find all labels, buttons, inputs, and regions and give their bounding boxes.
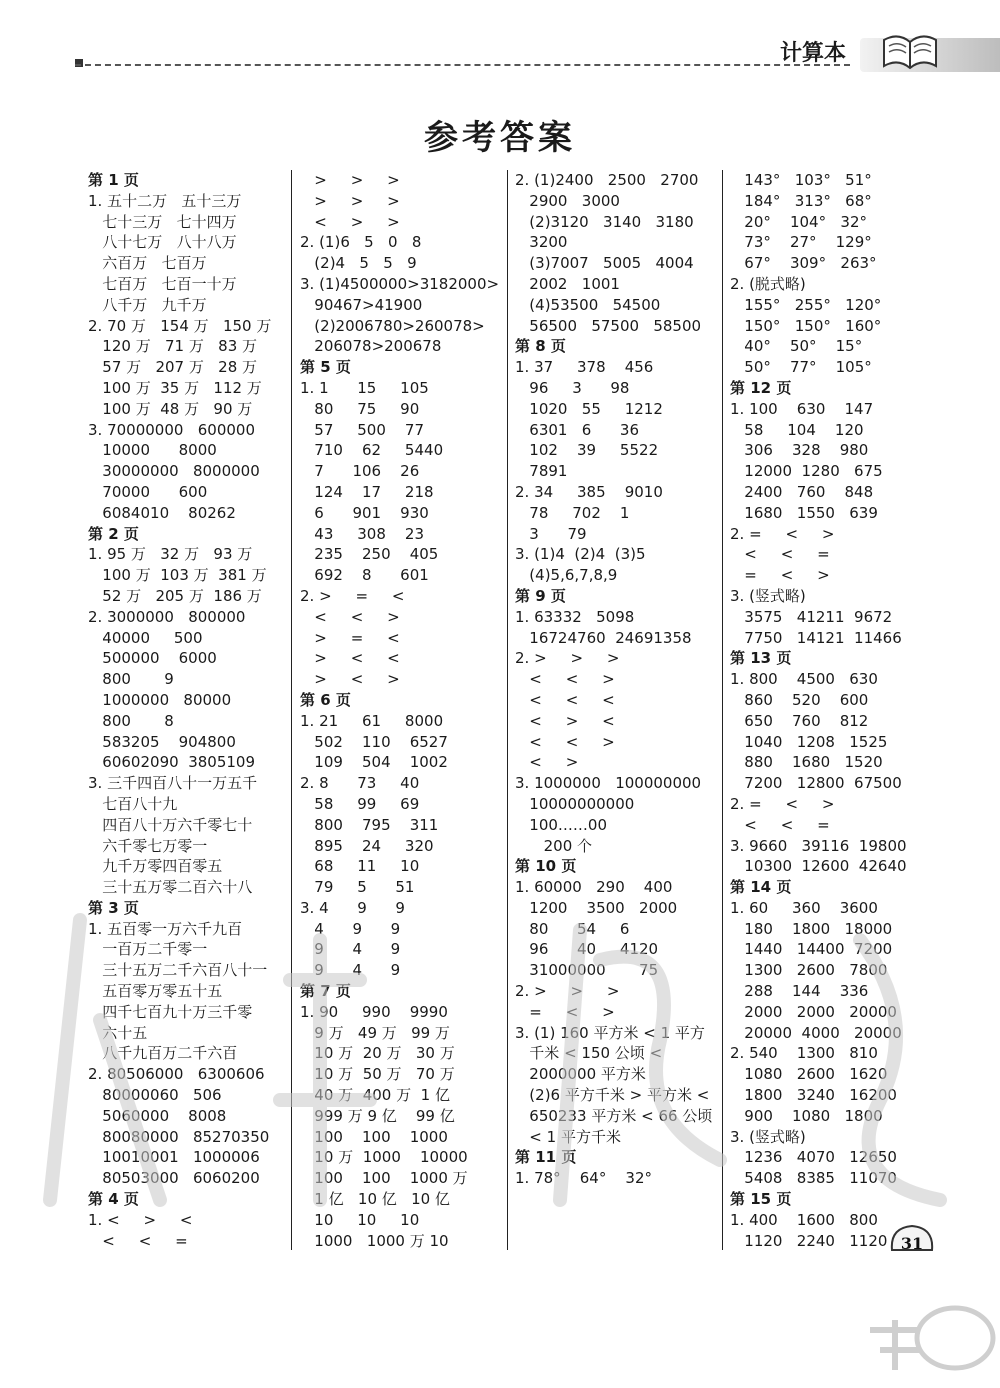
answer-line: 2. (1)2400 2500 2700: [515, 171, 699, 189]
answer-line: 9 4 9: [300, 940, 401, 959]
answer-line: 10 万 50 万 70 万: [300, 1065, 455, 1084]
answer-line: 三十五万零二百六十八: [88, 878, 253, 897]
section-heading: 第 7 页: [300, 982, 351, 1001]
answer-line: 57 500 77: [300, 420, 425, 439]
answer-line: (2)3120 3140 3180: [515, 212, 694, 231]
section-heading: 第 3 页: [88, 898, 139, 917]
answer-line: 7750 14121 11466: [730, 628, 902, 647]
answer-line: 80080000 85270350: [88, 1127, 270, 1146]
answer-line: 3. 4 9 9: [300, 898, 405, 917]
answer-line: 9 万 49 万 99 万: [300, 1023, 450, 1042]
header-dashed-rule: [75, 64, 850, 66]
answer-line: 31000000 75: [515, 961, 659, 980]
header-title: 计算本: [780, 41, 847, 66]
answer-line: 2400 760 848: [730, 482, 874, 501]
answer-line: 四千七百九十万三千零: [88, 1002, 253, 1021]
answer-line: 七十三万 七十四万: [88, 212, 237, 231]
answer-line: 3. (竖式略): [730, 1127, 806, 1146]
answer-line: 3 79: [515, 524, 587, 543]
answer-line: 1. 100 630 147: [730, 399, 874, 418]
answer-line: 2. (脱式略): [730, 274, 806, 293]
answer-line: 千米 < 150 公顷 <: [515, 1044, 663, 1063]
answer-line: 100 万 48 万 90 万: [88, 399, 253, 418]
answer-line: 20° 104° 32°: [730, 212, 867, 231]
answer-line: 3. 70000000 600000: [88, 420, 255, 439]
answer-line: 2. > = <: [300, 586, 405, 605]
answer-line: 60602090 3805109: [88, 753, 255, 772]
answer-line: 860 520 600: [730, 690, 869, 709]
answer-line: 70000 600: [88, 482, 208, 501]
answer-line: 1. 400 1600 800: [730, 1210, 878, 1229]
answer-line: 1800 3240 16200: [730, 1086, 897, 1105]
answer-line: 10 万 20 万 30 万: [300, 1044, 455, 1063]
answer-line: 900 1080 1800: [730, 1106, 883, 1125]
section-heading: 第 8 页: [515, 337, 566, 356]
answer-line: 102 39 5522: [515, 441, 659, 460]
answer-column-4: [730, 170, 955, 1251]
answer-line: (4)5,6,7,8,9: [515, 566, 618, 585]
answer-line: 1000000 80000: [88, 690, 232, 709]
answer-line: 80 54 6: [515, 919, 630, 938]
section-heading: 第 2 页: [88, 524, 139, 543]
answer-line: 7200 12800 67500: [730, 774, 902, 793]
answer-line: 2. 3000000 800000: [88, 607, 246, 626]
answer-line: 880 1680 1520: [730, 753, 883, 772]
answer-line: 1. 1 15 105: [300, 378, 429, 397]
answer-line: 2900 3000: [515, 191, 620, 210]
section-heading: 第 9 页: [515, 586, 566, 605]
answer-line: 96 3 98: [515, 378, 630, 397]
answer-line: 30000000 8000000: [88, 462, 260, 481]
answer-line: > < >: [300, 670, 400, 689]
answer-line: 六千零七万零一: [88, 836, 208, 855]
answer-line: 1300 2600 7800: [730, 961, 888, 980]
answer-line: 12000 1280 675: [730, 462, 883, 481]
answer-line: 9 4 9: [300, 961, 401, 980]
answer-line: 3575 41211 9672: [730, 607, 893, 626]
answer-line: 800 8: [88, 711, 174, 730]
answer-line: 3. (1) 160 平方米 < 1 平方: [515, 1023, 705, 1042]
answer-line: 57 万 207 万 28 万: [88, 358, 258, 377]
answer-line: 1 亿 10 亿 10 亿: [300, 1190, 450, 1209]
page-title: 参考答案: [424, 118, 576, 158]
answer-line: 3. (1)4500000>3182000>: [300, 274, 500, 293]
answer-line: 5408 8385 11070: [730, 1169, 897, 1188]
section-heading: 第 6 页: [300, 690, 351, 709]
section-heading: 第 12 页: [730, 378, 792, 397]
answer-line: 1. 95 万 32 万 93 万: [88, 545, 253, 564]
answer-line: < < >: [515, 732, 615, 751]
answer-line: 2. > > >: [515, 982, 620, 1001]
answer-line: 7891: [515, 462, 568, 481]
answer-line: 800 795 311: [300, 815, 439, 834]
answer-line: 1. 60 360 3600: [730, 898, 878, 917]
answer-line: 52 万 205 万 186 万: [88, 586, 262, 605]
answer-line: 六百万 七百万: [88, 254, 207, 273]
answer-line: 58 104 120: [730, 420, 864, 439]
answer-line: 692 8 601: [300, 566, 429, 585]
answer-line: 1080 2600 1620: [730, 1065, 888, 1084]
answer-line: 1. 78° 64° 32°: [515, 1169, 652, 1188]
answer-line: 八千万 九千万: [88, 295, 207, 314]
answer-line: 3. (竖式略): [730, 586, 806, 605]
column-divider: [507, 170, 508, 1250]
site-watermark-logo: [860, 1300, 1000, 1388]
answer-line: 1. < > <: [88, 1210, 193, 1229]
answer-line: 2002 1001: [515, 274, 620, 293]
section-heading: 第 4 页: [88, 1190, 139, 1209]
answer-line: = < >: [730, 566, 830, 585]
answer-column-3: [515, 170, 720, 1189]
answer-line: 40000 500: [88, 628, 203, 647]
answer-line: 3. 9660 39116 19800: [730, 836, 907, 855]
answer-line: 500000 6000: [88, 649, 217, 668]
answer-line: < > >: [300, 212, 400, 231]
answer-line: < >: [515, 753, 579, 772]
answer-line: 10000000000: [515, 794, 635, 813]
answer-line: 800 9: [88, 670, 174, 689]
answer-line: 40 万 400 万 1 亿: [300, 1086, 450, 1105]
answer-line: 1020 55 1212: [515, 399, 663, 418]
section-heading: 第 10 页: [515, 857, 577, 876]
answer-line: 2. 34 385 9010: [515, 482, 663, 501]
answer-line: 288 144 336: [730, 982, 869, 1001]
answer-line: 7 106 26: [300, 462, 420, 481]
answer-line: 73° 27° 129°: [730, 233, 872, 252]
answer-line: 2. = < >: [730, 794, 835, 813]
answer-line: 1680 1550 639: [730, 503, 878, 522]
answer-line: 80 75 90: [300, 399, 420, 418]
answer-line: 100 万 35 万 112 万: [88, 378, 262, 397]
answer-line: 2000 2000 20000: [730, 1002, 897, 1021]
page-number-badge: [888, 1220, 936, 1260]
answer-line: 155° 255° 120°: [730, 295, 882, 314]
answer-line: 1. 五十二万 五十三万: [88, 191, 242, 210]
answer-column-2: [300, 170, 505, 1251]
open-book-icon: [880, 28, 940, 72]
answer-line: (3)7007 5005 4004: [515, 254, 694, 273]
answer-line: 583205 904800: [88, 732, 236, 751]
answer-line: 2. 8 73 40: [300, 774, 420, 793]
answer-line: 10 10 10: [300, 1210, 420, 1229]
answer-line: 124 17 218: [300, 482, 434, 501]
section-heading: 第 14 页: [730, 878, 792, 897]
answer-column-1: [88, 170, 288, 1251]
answer-line: 一百万二千零一: [88, 940, 208, 959]
answer-line: 1. 五百零一万六千九百: [88, 919, 243, 938]
answer-line: 502 110 6527: [300, 732, 448, 751]
answer-line: 1. 800 4500 630: [730, 670, 878, 689]
answer-line: > > >: [300, 171, 400, 189]
answer-line: 200 个: [515, 836, 593, 855]
answer-line: 九千万零四百零五: [88, 857, 223, 876]
answer-line: 895 24 320: [300, 836, 434, 855]
answer-line: > = <: [300, 628, 400, 647]
answer-line: 3. (1)4 (2)4 (3)5: [515, 545, 646, 564]
answer-line: 100 100 1000 万: [300, 1169, 468, 1188]
answer-line: (4)53500 54500: [515, 295, 661, 314]
answer-line: 43 308 23: [300, 524, 425, 543]
answer-line: 1. 63332 5098: [515, 607, 635, 626]
answer-line: 184° 313° 68°: [730, 191, 872, 210]
answer-line: 650233 平方米 < 66 公顷: [515, 1106, 713, 1125]
answer-line: 710 62 5440: [300, 441, 444, 460]
answer-line: < < >: [515, 670, 615, 689]
answer-line: 650 760 812: [730, 711, 869, 730]
answer-line: (2)6 平方千米 > 平方米 <: [515, 1086, 710, 1105]
answer-line: < < <: [515, 690, 615, 709]
answer-line: 100 万 103 万 381 万: [88, 566, 267, 585]
answer-line: 235 250 405: [300, 545, 439, 564]
answer-line: < < =: [730, 815, 830, 834]
section-heading: 第 11 页: [515, 1148, 577, 1167]
answer-line: 80000060 506: [88, 1086, 222, 1105]
answer-line: 80503000 6060200: [88, 1169, 260, 1188]
answer-line: 109 504 1002: [300, 753, 448, 772]
answer-line: 143° 103° 51°: [730, 171, 872, 189]
answer-line: 1440 14400 7200: [730, 940, 893, 959]
answer-line: 2. = < >: [730, 524, 835, 543]
answer-line: 2. 540 1300 810: [730, 1044, 878, 1063]
answer-line: 78 702 1: [515, 503, 630, 522]
answer-line: 1. 90 990 9990: [300, 1002, 448, 1021]
answer-line: 3. 1000000 100000000: [515, 774, 702, 793]
answer-line: 四百八十万六千零七十: [88, 815, 253, 834]
answer-line: 三十五万二千六百八十一: [88, 961, 268, 980]
answer-line: 100……00: [515, 815, 608, 834]
answer-line: 58 99 69: [300, 794, 420, 813]
answer-line: 50° 77° 105°: [730, 358, 872, 377]
answer-line: 20000 4000 20000: [730, 1023, 902, 1042]
answer-line: > > >: [300, 191, 400, 210]
answer-line: 180 1800 18000: [730, 919, 893, 938]
answer-line: 100 100 1000: [300, 1127, 448, 1146]
answer-line: 五百零万零五十五: [88, 982, 223, 1001]
answer-line: 1236 4070 12650: [730, 1148, 897, 1167]
section-heading: 第 1 页: [88, 171, 139, 189]
answer-line: 96 40 4120: [515, 940, 659, 959]
section-heading: 第 13 页: [730, 649, 792, 668]
answer-line: 3200: [515, 233, 568, 252]
answer-line: 1040 1208 1525: [730, 732, 888, 751]
answer-line: 2. (1)6 5 0 8: [300, 233, 422, 252]
column-divider: [722, 170, 723, 1250]
answer-line: 1. 21 61 8000: [300, 711, 444, 730]
answer-line: 1200 3500 2000: [515, 898, 678, 917]
answer-line: 4 9 9: [300, 919, 401, 938]
answer-line: 2. 80506000 6300606: [88, 1065, 265, 1084]
section-heading: 第 5 页: [300, 358, 351, 377]
answer-line: 150° 150° 160°: [730, 316, 882, 335]
answer-line: 68 11 10: [300, 857, 420, 876]
page-number: 31: [900, 1234, 924, 1253]
answer-line: < < =: [730, 545, 830, 564]
answer-line: 6301 6 36: [515, 420, 640, 439]
answer-line: < 1 平方千米: [515, 1127, 621, 1146]
answer-line: 6084010 80262: [88, 503, 236, 522]
answer-line: 10 万 1000 10000: [300, 1148, 468, 1167]
answer-line: 79 5 51: [300, 878, 415, 897]
answer-line: 16724760 24691358: [515, 628, 692, 647]
answer-line: 90467>41900: [300, 295, 423, 314]
answer-line: 10010001 1000006: [88, 1148, 260, 1167]
answer-line: < > <: [515, 711, 615, 730]
answer-line: 六十五: [88, 1023, 148, 1042]
answer-line: 206078>200678: [300, 337, 442, 356]
answer-line: 2. > > >: [515, 649, 620, 668]
answer-line: 2000000 平方米: [515, 1065, 646, 1084]
answer-line: 1. 60000 290 400: [515, 878, 673, 897]
answer-line: 5060000 8008: [88, 1106, 227, 1125]
answer-line: 1. 37 378 456: [515, 358, 654, 377]
answer-line: = < >: [515, 1002, 615, 1021]
answer-line: (2)4 5 5 9: [300, 254, 417, 273]
answer-line: 306 328 980: [730, 441, 869, 460]
answer-line: 56500 57500 58500: [515, 316, 702, 335]
answer-line: 八十七万 八十八万: [88, 233, 237, 252]
answer-line: < < =: [88, 1231, 188, 1250]
answer-line: 七百八十九: [88, 794, 178, 813]
answer-line: 八千九百万二千六百: [88, 1044, 238, 1063]
answer-line: 七百万 七百一十万: [88, 274, 237, 293]
answer-line: < < >: [300, 607, 400, 626]
answer-line: 2. 70 万 154 万 150 万: [88, 316, 272, 335]
answer-line: 6 901 930: [300, 503, 429, 522]
answer-line: 10000 8000: [88, 441, 217, 460]
answer-line: > < <: [300, 649, 400, 668]
column-divider: [291, 170, 292, 1250]
answer-line: 120 万 71 万 83 万: [88, 337, 258, 356]
answer-line: 10300 12600 42640: [730, 857, 907, 876]
answer-line: 3. 三千四百八十一万五千: [88, 774, 258, 793]
answer-line: 40° 50° 15°: [730, 337, 863, 356]
answer-line: 1120 2240 1120: [730, 1231, 888, 1250]
answer-line: 67° 309° 263°: [730, 254, 877, 273]
answer-line: 999 万 9 亿 99 亿: [300, 1106, 455, 1125]
section-heading: 第 15 页: [730, 1190, 792, 1209]
answer-line: 1000 1000 万 10: [300, 1231, 449, 1250]
answer-line: (2)2006780>260078>: [300, 316, 485, 335]
